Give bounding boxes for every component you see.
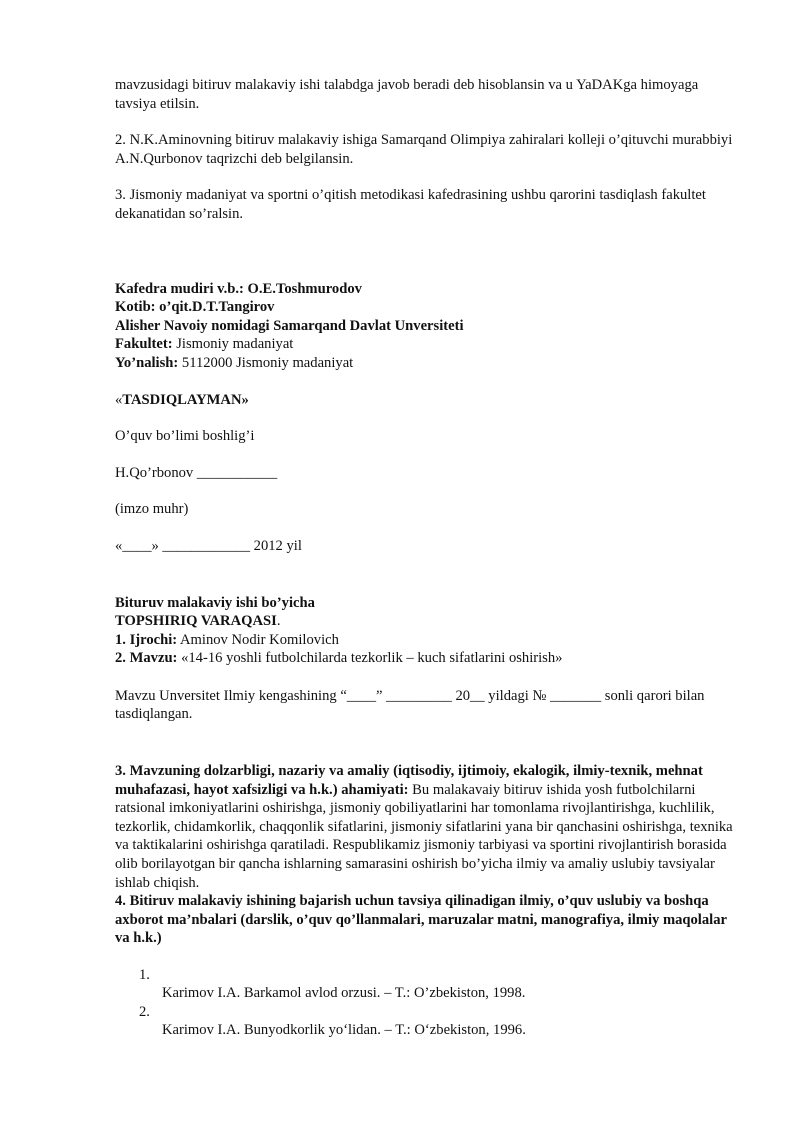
intro-paragraph-3: 3. Jismoniy madaniyat va sportni o’qitish metodikasi kafedrasining ushbu qarorini tasdiqlash fakultet dekanatidan so’ralsin. (115, 187, 706, 222)
direction-label: Yo’nalish: (115, 354, 179, 371)
faculty-line (115, 335, 735, 354)
section-4 (115, 892, 735, 948)
section-3 (115, 762, 735, 892)
executor-name: Aminov Nodir Komilovich (177, 631, 339, 648)
faculty-value: Jismoniy madaniyat (172, 336, 294, 353)
approval-title: «TASDIQLAYMAN» (115, 391, 249, 408)
topic-approval-line: Mavzu Unversitet Ilmiy kengashining “____” _________ 20__ yildagi № _______ sonli qarori bilan tasdiqlangan. (115, 687, 705, 723)
section-4-heading: 4. Bitiruv malakaviy ishining bajarish uchun tavsiya qilinadigan ilmiy, o’quv uslubiy va boshqa axborot ma’nbalari (darslik, o’quv qo’llanmalari, maruzalar matni, manografiya, ilmiy maqolalar va h.k.) (115, 893, 727, 947)
approval-date-line: «____» ____________ 2012 yil (115, 537, 302, 554)
signature-stamp-note: (imzo muhr) (115, 501, 189, 518)
reference-number: 2. (139, 1003, 150, 1020)
reference-text: Karimov I.A. Bunyodkorlik yo‘lidan. – T.: O‘zbekiston, 1996. (162, 1021, 526, 1038)
topic-value: «14-16 yoshli futbolchilarda tezkorlik – kuch sifatlarini oshirish» (177, 650, 563, 667)
signature-block (115, 280, 735, 373)
direction-value: 5112000 Jismoniy madaniyat (178, 354, 354, 371)
reference-list (115, 966, 735, 1039)
faculty-label: Fakultet: (115, 336, 173, 353)
department-head: Kafedra mudiri v.b.: O.E.Toshmurodov (115, 280, 362, 297)
task-title-line-2: TOPSHIRIQ VARAQASI (115, 613, 277, 630)
topic-line: 2. Mavzu: «14-16 yoshli futbolchilarda tezkorlik – kuch sifatlarini oshirish» (115, 650, 563, 667)
approval-department: O’quv bo’limi boshlig’i (115, 428, 255, 445)
secretary: Kotib: o’qit.D.T.Tangirov (115, 299, 275, 316)
reference-item (115, 1003, 735, 1040)
section-3-heading: 3. Mavzuning dolzarbligi, nazariy va amaliy (iqtisodiy, ijtimoiy, ekalogik, ilmiy-texnik, mehnat muhafazasi, hayot xafsizligi va h.k.) ahamiyati: (115, 763, 703, 798)
university-name: Alisher Navoiy nomidagi Samarqand Davlat Unversiteti (115, 317, 464, 334)
intro-paragraph-2: 2. N.K.Aminovning bitiruv malakaviy ishiga Samarqand Olimpiya zahiralari kolleji o’qituvchi murabbiyi A.N.Qurbonov taqrizchi deb belgilansin. (115, 132, 733, 167)
section-3-body: Bu malakavaiy bitiruv ishida yosh futbolchilarni ratsional imkoniyatlarini oshirishga, jismoniy qobiliyatlarini har tomonlama rivojlantirishga, kuchlilik, tezkorlik, chidamkorlik, chaqqonlik sifatlarini, jismoniy sifatlarini yana bir qanchasini oshirishga, texnika va taktikalarini oshirishga qaratiladi. Respublikamiz jismoniy tarbiyasi va sportini rivojlantirish borasida olib borilayotgan bir qancha ishlarning samarasini oshirish bo’yicha ilmiy va amaliy uslubiy tavsiyalar ishlab chiqish. (115, 781, 733, 891)
executor-line: 1. Ijrochi: Aminov Nodir Komilovich (115, 631, 339, 648)
task-title-line-1: Bituruv malakaviy ishi bo’yicha (115, 594, 315, 611)
approver-name-line: H.Qo’rbonov ___________ (115, 464, 278, 481)
document-page (115, 76, 735, 1039)
reference-number: 1. (139, 967, 150, 983)
approval-block (115, 391, 735, 556)
reference-item (115, 966, 735, 1003)
reference-text: Karimov I.A. Barkamol avlod orzusi. – T.: O’zbekiston, 1998. (162, 985, 526, 1001)
direction-line (115, 354, 735, 373)
intro-paragraph-1: mavzusidagi bitiruv malakaviy ishi talabdga javob beradi deb hisoblansin va u YaDAKga himoyaga tavsiya etilsin. (115, 77, 699, 112)
task-sheet: Bituruv malakaviy ishi bo’yicha TOPSHIRIQ VARAQASI. 1. Ijrochi: Aminov Nodir Komilovich 2. Mavzu: «14-16 yoshli futbolchilarda tezkorlik – kuch sifatlarini oshirish» Mavzu Unversitet Ilmiy kengashining “____” _________ 20__ yildagi № _______ sonli qarori bilan tasdiqlangan. (115, 594, 735, 725)
